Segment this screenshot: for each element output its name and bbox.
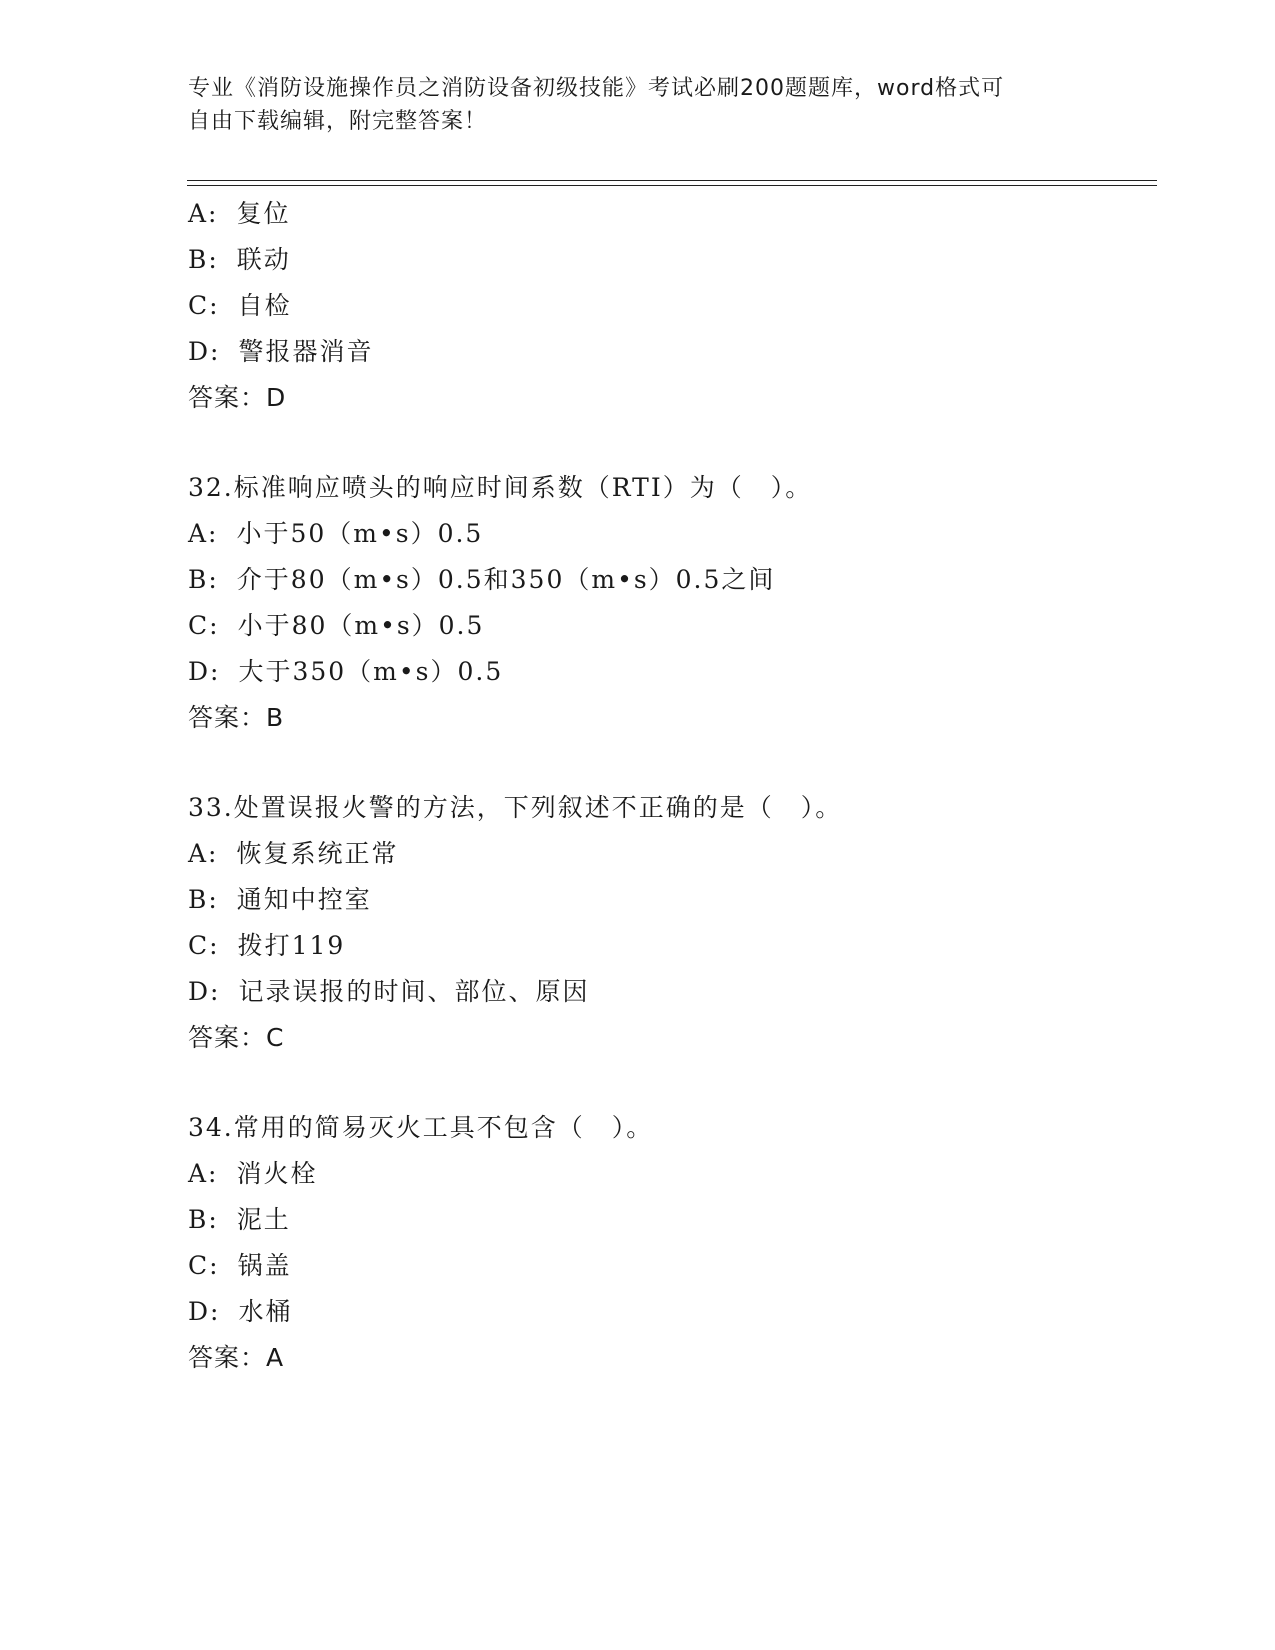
question-stem: 34.常用的简易灭火工具不包含（ ）。 [188, 1113, 654, 1142]
question-block-31 [188, 191, 1148, 421]
answer-line: 答案：B [188, 703, 285, 732]
option-a: A: 小于50（m•s）0.5 [188, 519, 484, 548]
option-b: B: 通知中控室 [188, 885, 372, 914]
question-block-34 [188, 1105, 1148, 1381]
option-c: C: 小于80（m•s）0.5 [188, 611, 485, 640]
answer-line: 答案：C [188, 1023, 285, 1052]
document-header [188, 72, 1088, 138]
header-line-1: 专业《消防设施操作员之消防设备初级技能》考试必刷200题题库，word格式可 [188, 76, 1005, 101]
option-b: B: 联动 [188, 245, 291, 274]
option-c: C: 拨打119 [188, 931, 346, 960]
option-d: D: 大于350（m•s）0.5 [188, 657, 504, 686]
header-divider [187, 180, 1157, 186]
header-line-2: 自由下载编辑，附完整答案！ [188, 109, 488, 134]
question-block-32 [188, 465, 1148, 741]
option-a: A: 恢复系统正常 [188, 839, 399, 868]
option-c: C: 锅盖 [188, 1251, 292, 1280]
question-stem: 33.处置误报火警的方法，下列叙述不正确的是（ ）。 [188, 793, 843, 822]
question-list [188, 191, 1148, 1381]
answer-line: 答案：A [188, 1343, 285, 1372]
option-a: A: 消火栓 [188, 1159, 318, 1188]
question-block-33 [188, 785, 1148, 1061]
option-b: B: 泥土 [188, 1205, 291, 1234]
answer-line: 答案：D [188, 383, 287, 412]
option-a: A: 复位 [188, 199, 291, 228]
option-d: D: 警报器消音 [188, 337, 374, 366]
option-d: D: 水桶 [188, 1297, 293, 1326]
option-b: B: 介于80（m•s）0.5和350（m•s）0.5之间 [188, 565, 776, 594]
option-c: C: 自检 [188, 291, 292, 320]
question-stem: 32.标准响应喷头的响应时间系数（RTI）为（ ）。 [188, 473, 813, 502]
option-d: D: 记录误报的时间、部位、原因 [188, 977, 590, 1006]
